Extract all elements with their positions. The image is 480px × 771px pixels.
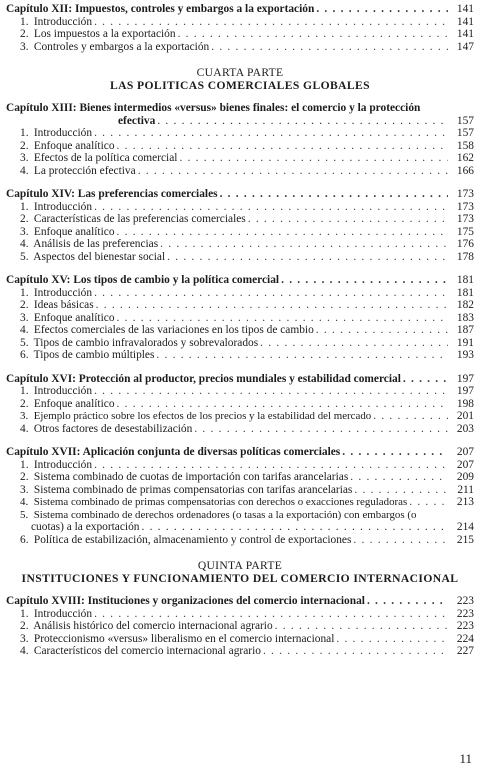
chapter-label: Capítulo XIII: [6, 102, 77, 114]
page-ref: 173 [456, 213, 474, 225]
toc-entry: 1. Introducción . . . 181 [6, 287, 474, 300]
page-ref: 181 [456, 274, 474, 286]
toc-entry: 4. Otros factores de desestabilización . . . 203 [6, 423, 474, 436]
toc-entry: 4. La protección efectiva . . . 166 [6, 165, 474, 178]
chapter-label: Capítulo XIV: [6, 188, 75, 200]
page-ref: 147 [456, 40, 474, 53]
section-title: Introducción [33, 200, 93, 213]
page-ref: 175 [456, 225, 474, 238]
toc-entry: 1. Introducción . . . 207 [6, 459, 474, 472]
chapter-title: Los tipos de cambio y la política comercial [73, 274, 280, 286]
page-ref: 141 [456, 28, 474, 40]
page-ref: 173 [456, 200, 474, 213]
chapter-xv [6, 274, 474, 362]
toc-entry: 3. Sistema combinado de primas compensatorias con tarifas arancelarias . . . 211 [6, 484, 474, 497]
toc-entry: 1. Introducción . . . 141 [6, 16, 474, 29]
part-heading [6, 67, 474, 92]
page-ref: 162 [456, 152, 474, 164]
chapter-title: Bienes intermedios «versus» bienes finales: el comercio y la protección [79, 102, 421, 114]
toc-entry: 1. Introducción . . . 173 [6, 201, 474, 214]
section-title: Enfoque analítico [33, 311, 115, 324]
section-title: Introducción [33, 15, 93, 28]
chapter-xii [6, 3, 474, 53]
toc-entry: 2. Características de las preferencias comerciales . . . 173 [6, 213, 474, 226]
section-title: Introducción [33, 127, 93, 139]
section-title: Efectos de la política comercial [33, 152, 178, 164]
part-label: QUINTA PARTE [197, 559, 283, 572]
chapter-heading [6, 373, 474, 386]
toc-entry: 4. Sistema combinado de primas compensatorias con derechos o exacciones reguladoras . . . 213 [6, 496, 474, 509]
section-title: Sistema combinado de derechos ordenadores (o tasas a la exportación) con embargos (o [33, 508, 417, 521]
chapter-title-continued: efectiva [118, 114, 156, 127]
page-ref: 227 [456, 645, 474, 657]
page-ref: 213 [456, 496, 474, 508]
toc-entry: 2. Enfoque analítico . . . 158 [6, 140, 474, 153]
section-title: Enfoque analítico [33, 397, 115, 410]
page-ref: 211 [457, 483, 474, 496]
toc-entry: 1. Introducción . . . 157 [6, 127, 474, 140]
chapter-label: Capítulo XVIII: [6, 595, 85, 607]
section-title: Característicos del comercio internacional agrario [33, 645, 261, 657]
page-ref: 201 [456, 410, 474, 422]
toc-entry: 2. Sistema combinado de cuotas de importación con tarifas arancelarias . . . 209 [6, 471, 474, 484]
toc-entry: 2. Enfoque analítico . . . 198 [6, 398, 474, 411]
page-ref: 197 [456, 385, 474, 397]
section-title: Efectos comerciales de las variaciones en los tipos de cambio [33, 324, 314, 336]
chapter-title: Las preferencias comerciales [77, 188, 218, 200]
page-ref: 173 [456, 188, 474, 200]
section-title: Enfoque analítico [33, 139, 115, 152]
section-title: Proteccionismo «versus» liberalismo en el comercio internacional [33, 632, 335, 645]
section-title: Aspectos del bienestar social [33, 250, 166, 263]
toc-entry: 3. Proteccionismo «versus» liberalismo en el comercio internacional . . . 224 [6, 633, 474, 646]
page-ref: 209 [456, 471, 474, 483]
section-title: Tipos de cambio múltiples [33, 349, 155, 361]
dot-leader [316, 3, 448, 16]
toc-entry: 3. Ejemplo práctico sobre los efectos de los precios y la estabilidad del mercado . . . 201 [6, 410, 474, 423]
page-ref: 193 [456, 349, 474, 361]
toc-entry: 1. Introducción . . . 197 [6, 385, 474, 398]
chapter-xviii [6, 595, 474, 658]
chapter-heading [6, 274, 474, 287]
part-title: INSTITUCIONES Y FUNCIONAMIENTO DEL COMERCIO INTERNACIONAL [21, 572, 459, 585]
toc-entry: 2. Análisis histórico del comercio internacional agrario . . . 223 [6, 620, 474, 633]
chapter-label: Capítulo XV: [6, 274, 71, 286]
section-title: Sistema combinado de cuotas de importación con tarifas arancelarias [33, 471, 349, 483]
page-ref: 176 [456, 238, 474, 250]
section-title: Sistema combinado de primas compensatorias con derechos o exacciones reguladoras [33, 496, 408, 508]
page-ref: 157 [456, 114, 474, 127]
part-heading [6, 560, 474, 585]
page-ref: 182 [456, 299, 474, 311]
page-ref: 191 [456, 336, 474, 349]
section-title: Características de las preferencias comerciales [33, 213, 246, 225]
section-title: Introducción [33, 607, 93, 620]
chapter-label: Capítulo XVI: [6, 372, 76, 385]
chapter-heading [6, 595, 474, 608]
page-ref: 141 [456, 15, 474, 28]
chapter-heading [6, 3, 474, 16]
section-title: Ejemplo práctico sobre los efectos de los precios y la estabilidad del mercado [33, 410, 372, 422]
page-ref: 214 [456, 521, 474, 533]
section-title: Introducción [33, 286, 93, 299]
toc-entry: 3. Enfoque analítico . . . 175 [6, 226, 474, 239]
page-ref: 215 [456, 533, 474, 546]
toc-entry: 2. Los impuestos a la exportación . . . 141 [6, 28, 474, 41]
chapter-title: Aplicación conjunta de diversas políticas comerciales [82, 446, 341, 458]
chapter-title: Instituciones y organizaciones del comercio internacional [87, 595, 365, 607]
page-ref: 181 [456, 286, 474, 299]
toc-entry-multiline: 5. Sistema combinado de derechos ordenadores (o tasas a la exportación) con embargos (o cuotas) a la exportación . . . 214 [6, 509, 474, 534]
chapter-xvii [6, 446, 474, 546]
toc-entry: 3. Enfoque analítico . . . 183 [6, 312, 474, 325]
page-ref: 183 [456, 311, 474, 324]
section-title: Controles y embargos a la exportación [33, 40, 210, 53]
page-ref: 158 [456, 139, 474, 152]
page-number: 11 [459, 750, 472, 766]
section-title: La protección efectiva [33, 164, 136, 177]
section-title: Política de estabilización, almacenamiento y control de exportaciones [33, 533, 352, 546]
chapter-xvi [6, 373, 474, 436]
page-ref: 203 [456, 422, 474, 435]
section-title: Sistema combinado de primas compensatorias con tarifas arancelarias [33, 483, 353, 496]
section-title: Otros factores de desestabilización [33, 422, 193, 435]
section-title: Los impuestos a la exportación [33, 28, 176, 40]
section-title: Análisis de las preferencias [33, 238, 159, 250]
chapter-label: Capítulo XVII: [6, 446, 81, 458]
toc-entry: 4. Característicos del comercio internacional agrario . . . 227 [6, 645, 474, 658]
section-title: Introducción [33, 458, 93, 471]
chapter-label: Capítulo XII: [6, 3, 73, 15]
page-ref: 207 [456, 446, 474, 458]
chapter-xiv [6, 188, 474, 263]
part-title: LAS POLITICAS COMERCIALES GLOBALES [109, 79, 371, 92]
section-title: Tipos de cambio infravalorados y sobrevalorados [33, 336, 259, 349]
toc-entry: 3. Controles y embargos a la exportación . . . 147 [6, 41, 474, 54]
toc-entry: 2. Ideas básicas . . . 182 [6, 299, 474, 312]
toc-entry: 5. Tipos de cambio infravalorados y sobrevalorados . . . 191 [6, 337, 474, 350]
section-title: Análisis histórico del comercio internacional agrario [33, 620, 273, 632]
chapter-heading [6, 446, 474, 459]
page-ref: 223 [456, 595, 474, 607]
section-title: Enfoque analítico [33, 225, 115, 238]
page-ref: 224 [456, 632, 474, 645]
page-ref: 178 [456, 250, 474, 263]
page-ref: 187 [456, 324, 474, 336]
toc-entry: 4. Efectos comerciales de las variaciones en los tipos de cambio . . . 187 [6, 324, 474, 337]
toc-entry: 1. Introducción . . . 223 [6, 608, 474, 621]
section-title-continued: cuotas) a la exportación [31, 521, 140, 533]
page-ref: 223 [456, 620, 474, 632]
page-ref: 198 [456, 397, 474, 410]
section-title: Ideas básicas [33, 299, 94, 311]
page-ref: 141 [456, 3, 474, 15]
chapter-heading [6, 188, 474, 201]
chapter-heading [6, 102, 474, 127]
toc-entry: 5. Aspectos del bienestar social . . . 178 [6, 251, 474, 264]
table-of-contents [6, 3, 474, 669]
chapter-title: Impuestos, controles y embargos a la exportación [75, 3, 315, 15]
part-label: CUARTA PARTE [196, 66, 284, 79]
page-ref: 197 [456, 372, 474, 385]
section-title: Introducción [33, 385, 93, 397]
toc-entry: 6. Tipos de cambio múltiples . . . 193 [6, 349, 474, 362]
toc-entry: 6. Política de estabilización, almacenamiento y control de exportaciones . . . 215 [6, 534, 474, 547]
page-ref: 207 [456, 458, 474, 471]
page-ref: 166 [456, 164, 474, 177]
page-ref: 223 [456, 607, 474, 620]
chapter-xiii [6, 102, 474, 177]
chapter-title: Protección al productor, precios mundiales y estabilidad comercial [78, 372, 401, 385]
toc-entry: 4. Análisis de las preferencias . . . 176 [6, 238, 474, 251]
page-ref: 157 [456, 127, 474, 139]
toc-entry: 3. Efectos de la política comercial . . . 162 [6, 152, 474, 165]
